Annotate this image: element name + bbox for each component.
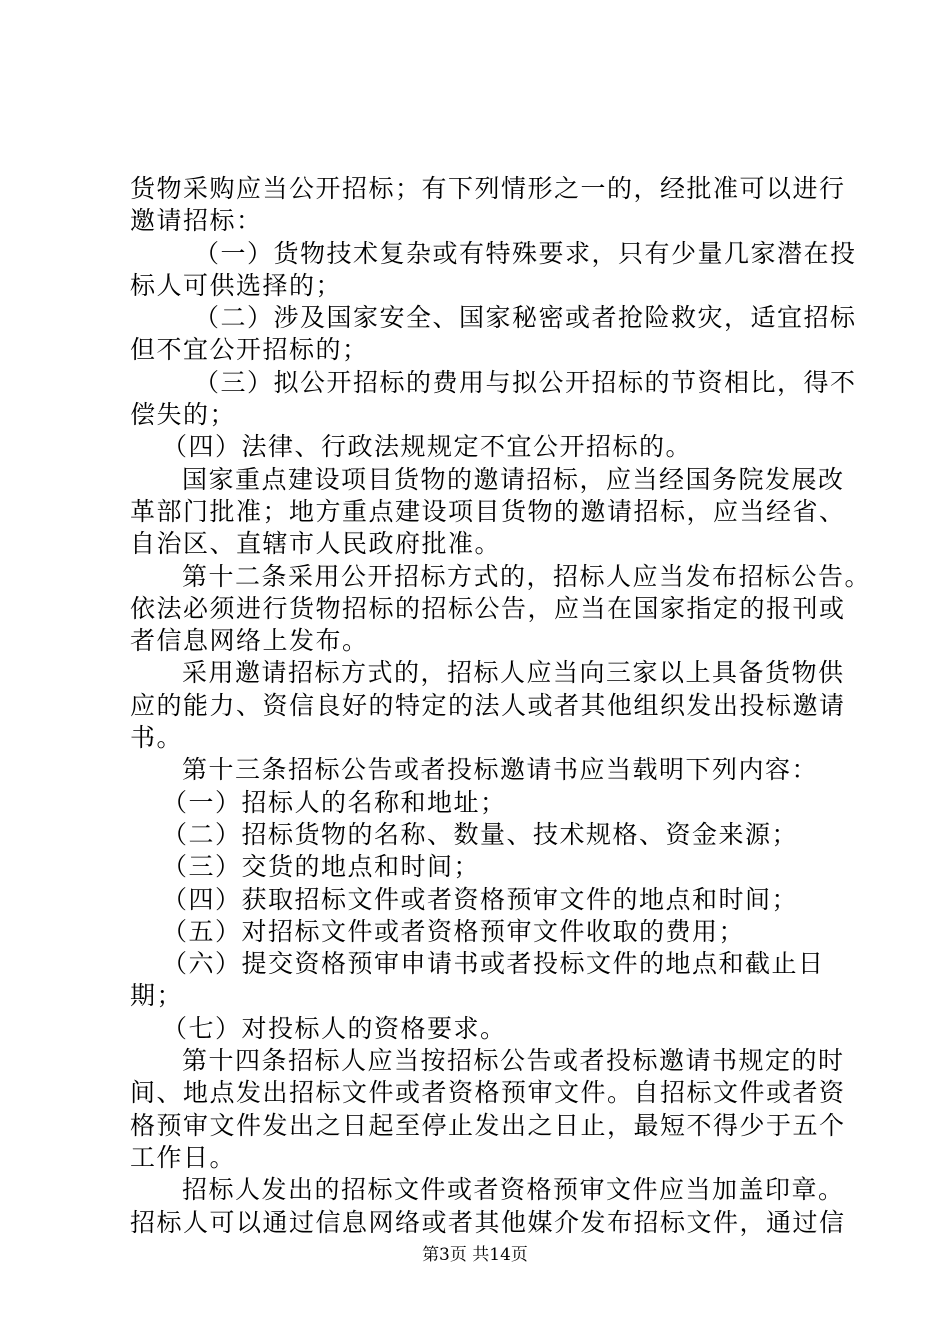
text-line: 者信息网络上发布。 (130, 626, 369, 656)
text-line: （四）法律、行政法规规定不宜公开招标的。 (162, 432, 693, 462)
text-line: 招标人发出的招标文件或者资格预审文件应当加盖印章。 (182, 1175, 845, 1205)
text-line: （二）涉及国家安全、国家秘密或者抢险救灾，适宜招标 (194, 303, 857, 333)
text-line: 自治区、直辖市人民政府批准。 (130, 529, 502, 559)
text-line: 但不宜公开招标的； (130, 335, 369, 365)
text-line: 邀请招标： (130, 206, 263, 236)
text-line: （七）对投标人的资格要求。 (162, 1013, 507, 1043)
text-line: （二）招标货物的名称、数量、技术规格、资金来源； (162, 819, 799, 849)
text-line: 招标人可以通过信息网络或者其他媒介发布招标文件，通过信 (130, 1207, 846, 1237)
text-line: 工作日。 (130, 1142, 237, 1172)
text-line: 书。 (130, 723, 184, 753)
text-line: （一）货物技术复杂或有特殊要求，只有少量几家潜在投 (194, 238, 857, 268)
text-line: 第十四条招标人应当按招标公告或者投标邀请书规定的时 (182, 1046, 845, 1076)
text-line: 依法必须进行货物招标的招标公告，应当在国家指定的报刊或 (130, 593, 846, 623)
text-line: 期； (130, 981, 184, 1011)
text-line: 第十三条招标公告或者投标邀请书应当载明下列内容： (182, 755, 819, 785)
text-line: 应的能力、资信良好的特定的法人或者其他组织发出投标邀请 (130, 690, 846, 720)
text-line: （四）获取招标文件或者资格预审文件的地点和时间； (162, 884, 799, 914)
text-line: 第十二条采用公开招标方式的，招标人应当发布招标公告。 (182, 561, 872, 591)
text-line: （六）提交资格预审申请书或者投标文件的地点和截止日 (162, 949, 825, 979)
text-line: 采用邀请招标方式的，招标人应当向三家以上具备货物供 (182, 658, 845, 688)
text-line: （一）招标人的名称和地址； (162, 787, 507, 817)
text-line: 货物采购应当公开招标；有下列情形之一的，经批准可以进行 (130, 174, 846, 203)
text-line: （三）拟公开招标的费用与拟公开招标的节资相比，得不 (194, 367, 857, 397)
page-number-footer: 第3页 共14页 (422, 1245, 528, 1265)
text-line: 标人可供选择的； (130, 270, 343, 300)
text-line: （五）对招标文件或者资格预审文件收取的费用； (162, 916, 746, 946)
text-line: 间、地点发出招标文件或者资格预审文件。自招标文件或者资 (130, 1078, 846, 1108)
document-body (130, 173, 872, 1239)
text-line: 格预审文件发出之日起至停止发出之日止，最短不得少于五个 (130, 1110, 846, 1140)
text-line: （三）交货的地点和时间； (162, 852, 481, 882)
text-line: 国家重点建设项目货物的邀请招标，应当经国务院发展改 (182, 464, 845, 494)
text-line: 革部门批准；地方重点建设项目货物的邀请招标，应当经省、 (130, 496, 846, 526)
text-line: 偿失的； (130, 400, 237, 430)
